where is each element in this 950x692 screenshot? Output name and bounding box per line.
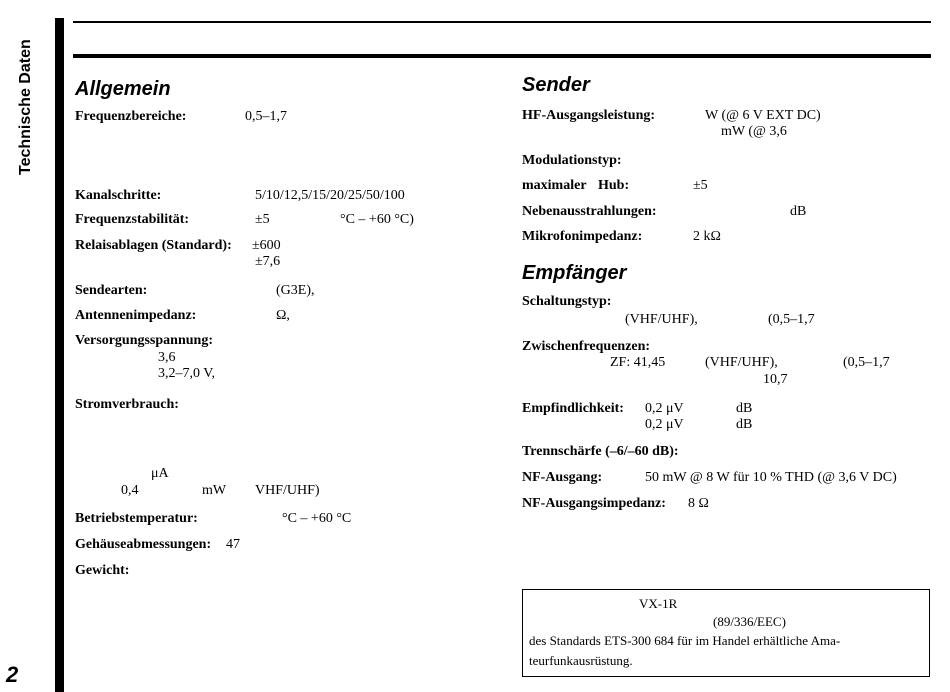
value-strom-unit: μA <box>151 466 169 481</box>
label-antennenimpedanz: Antennenimpedanz: <box>75 308 197 323</box>
label-modulationstyp: Modulationstyp: <box>522 153 622 168</box>
value-kanalschritte: 5/10/12,5/15/20/25/50/100 <box>255 188 405 203</box>
value-frequenzbereiche: 0,5–1,7 <box>245 109 287 124</box>
note-model: VX-1R <box>639 596 678 611</box>
value-versorgung-2: 3,2–7,0 V, <box>158 366 216 381</box>
value-antennenimpedanz: Ω, <box>276 308 290 323</box>
value-empf-4: dB <box>736 417 753 432</box>
value-zf-2: (VHF/UHF), <box>705 355 778 370</box>
value-schaltung-2: (0,5–1,7 <box>768 312 815 327</box>
label-hub-b: Hub: <box>598 178 630 193</box>
value-strom-3: VHF/UHF) <box>255 483 320 498</box>
value-betriebstemperatur: °C – +60 °C <box>282 511 352 526</box>
value-relaisablagen-1: ±600 <box>252 238 281 253</box>
value-frequenzstabilitaet-2: °C – +60 °C) <box>340 212 414 227</box>
note-standard-line: des Standards ETS-300 684 für im Handel erhältliche Ama- <box>529 633 841 648</box>
top-rule-thick <box>73 54 931 58</box>
note-standard-line-2: teurfunkausrüstung. <box>529 653 633 668</box>
value-empf-1: 0,2 μV <box>645 401 684 416</box>
value-strom-2: mW <box>202 483 227 498</box>
label-hub-a: maximaler <box>522 178 587 193</box>
value-nf-ausgangsimpedanz: 8 Ω <box>688 496 709 511</box>
value-zf-1: ZF: 41,45 <box>610 355 666 370</box>
label-frequenzbereiche: Frequenzbereiche: <box>75 109 187 124</box>
heading-empfaenger: Empfänger <box>522 262 627 284</box>
value-strom-1: 0,4 <box>121 483 139 498</box>
value-gehaeuseabmessungen: 47 <box>226 537 240 552</box>
label-nf-ausgang: NF-Ausgang: <box>522 470 603 485</box>
value-schaltung-1: (VHF/UHF), <box>625 312 698 327</box>
value-sendearten: (G3E), <box>276 283 315 298</box>
label-trennschaerfe: Trennschärfe (–6/–60 dB): <box>522 444 679 459</box>
label-relaisablagen: Relaisablagen (Standard): <box>75 238 232 253</box>
section-title-vertical: Technische Daten <box>17 39 34 175</box>
value-empf-3: 0,2 μV <box>645 417 684 432</box>
value-versorgung-1: 3,6 <box>158 350 176 365</box>
label-versorgungsspannung: Versorgungsspannung: <box>75 333 213 348</box>
sidebar-bar <box>55 18 64 692</box>
label-mikrofonimpedanz: Mikrofonimpedanz: <box>522 229 643 244</box>
value-nf-ausgang: 50 mW @ 8 W für 10 % THD (@ 3,6 V DC) <box>645 470 897 485</box>
label-schaltungstyp: Schaltungstyp: <box>522 294 612 309</box>
page-number: 2 <box>6 662 19 687</box>
value-zf-3: (0,5–1,7 <box>843 355 890 370</box>
label-stromverbrauch: Stromverbrauch: <box>75 397 179 412</box>
value-hub: ±5 <box>693 178 708 193</box>
value-hf-1: W (@ 6 V EXT DC) <box>705 108 821 123</box>
value-mikrofonimpedanz: 2 kΩ <box>693 229 721 244</box>
label-nebenausstrahlungen: Nebenausstrahlungen: <box>522 204 657 219</box>
label-nf-ausgangsimpedanz: NF-Ausgangsimpedanz: <box>522 496 666 511</box>
heading-allgemein: Allgemein <box>75 78 171 100</box>
top-rule-thin <box>73 21 931 23</box>
value-empf-2: dB <box>736 401 753 416</box>
value-relaisablagen-2: ±7,6 <box>255 254 281 269</box>
label-hf-ausgangsleistung: HF-Ausgangsleistung: <box>522 108 656 123</box>
label-sendearten: Sendearten: <box>75 283 148 298</box>
label-gehaeuseabmessungen: Gehäuseabmessungen: <box>75 537 212 552</box>
value-nebenausstrahlungen: dB <box>790 204 807 219</box>
label-betriebstemperatur: Betriebstemperatur: <box>75 511 198 526</box>
value-zf-4: 10,7 <box>763 372 788 387</box>
value-frequenzstabilitaet-1: ±5 <box>255 212 270 227</box>
label-kanalschritte: Kanalschritte: <box>75 188 162 203</box>
label-frequenzstabilitaet: Frequenzstabilität: <box>75 212 190 227</box>
label-empfindlichkeit: Empfindlichkeit: <box>522 401 624 416</box>
note-directive: (89/336/EEC) <box>713 614 786 629</box>
label-zwischenfrequenzen: Zwischenfrequenzen: <box>522 339 651 354</box>
label-gewicht: Gewicht: <box>75 563 130 578</box>
value-hf-2: mW (@ 3,6 <box>721 124 787 139</box>
heading-sender: Sender <box>522 74 590 96</box>
conformity-note-box <box>522 589 930 677</box>
